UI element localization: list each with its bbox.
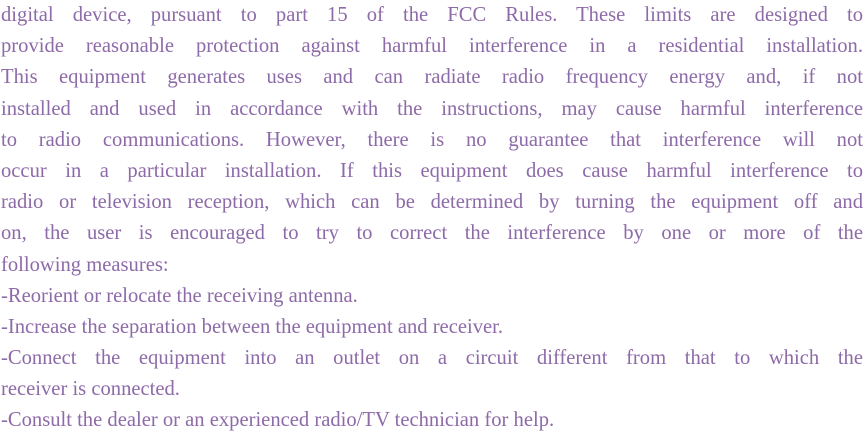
statement-line-5: to radio communications. However, there is no guarantee that interference will not bbox=[1, 128, 863, 151]
statement-line-7: radio or television reception, which can be determined by turning the equipment off and bbox=[1, 191, 863, 214]
measure-consult-dealer: -Consult the dealer or an experienced radio/TV technician for help. bbox=[1, 409, 555, 432]
measure-increase-separation: -Increase the separation between the equipment and receiver. bbox=[1, 315, 504, 338]
statement-line-6: occur in a particular installation. If this equipment does cause harmful interference to bbox=[1, 159, 863, 182]
statement-line-8: on, the user is encouraged to try to correct the interference by one or more of the bbox=[1, 222, 863, 245]
statement-line-2: provide reasonable protection against harmful interference in a residential installation. bbox=[1, 35, 863, 58]
statement-line-4: installed and used in accordance with the instructions, may cause harmful interference bbox=[1, 97, 863, 120]
measure-connect-outlet-continued: receiver is connected. bbox=[1, 378, 180, 401]
statement-line-3: This equipment generates uses and can radiate radio frequency energy and, if not bbox=[1, 66, 863, 89]
statement-line-9: following measures: bbox=[1, 253, 169, 276]
statement-line-1: digital device, pursuant to part 15 of the FCC Rules. These limits are designed to bbox=[1, 4, 863, 26]
measure-reorient-antenna: -Reorient or relocate the receiving antenna. bbox=[1, 284, 358, 307]
measure-connect-outlet: -Connect the equipment into an outlet on a circuit different from that to which the bbox=[1, 347, 863, 370]
